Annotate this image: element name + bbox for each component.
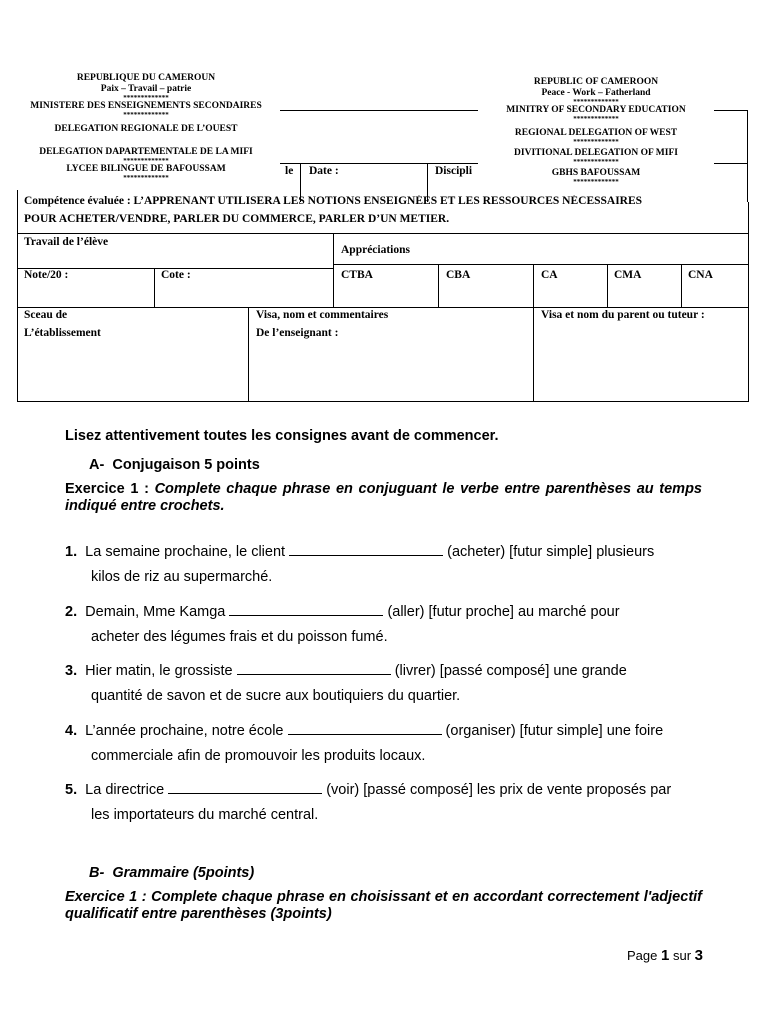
header-fr [14,73,278,181]
header-en-line5: DIVITIONAL DELEGATION OF MIFI [514,148,678,158]
visa-label-1: Visa, nom et commentaires [256,309,389,321]
answer-blank[interactable] [229,601,383,616]
header-en-line1: REPUBLIC OF CAMEROON [533,77,659,87]
col-divider [154,268,155,307]
question-text-after: (livrer) [passé composé] une grande [394,663,627,679]
travail-label: Travail de l’élève [24,236,109,248]
table-right-border-top [747,110,748,202]
cote-label: Cote : [161,269,191,281]
header-en-stars: ************* [573,98,619,106]
question-text-before: La semaine prochaine, le client [85,544,286,560]
header-fr-stars: ************* [123,94,169,102]
row-divider [333,264,749,265]
question-text-after: (organiser) [futur simple] une foire [445,723,664,739]
question-text-line2: les importateurs du marché central. [91,807,319,823]
exercise-1-heading [65,481,702,515]
page-total: 3 [694,947,703,964]
header-fr-stars: ************* [123,157,169,165]
header-en-stars: ************* [573,138,619,146]
header-fr-line3: MINISTERE DES ENSEIGNEMENTS SECONDAIRES [30,101,262,111]
question-number: 4. [65,723,78,739]
row-divider [17,233,749,234]
page-sur: sur [672,948,692,963]
header-en-line6: GBHS BAFOUSSAM [551,168,641,178]
col-divider [333,233,334,307]
info-le: le [285,165,294,177]
question-text-after: (aller) [futur proche] au marché pour [387,604,620,620]
question-text-before: L’année prochaine, notre école [85,723,284,739]
question-number: 5. [65,782,78,798]
cma-label: CMA [614,269,642,281]
question-text-line2: kilos de riz au supermarché. [91,569,273,585]
header-en-line2: Peace - Work – Fatherland [541,88,651,98]
cba-label: CBA [446,269,471,281]
question-text-after: (acheter) [futur simple] plusieurs [447,544,655,560]
header-fr-line2: Paix – Travail – patrie [100,84,192,94]
section-b-heading [89,865,254,881]
col-divider [681,264,682,307]
answer-blank[interactable] [237,660,391,675]
answer-blank[interactable] [288,720,442,735]
question-text-before: La directrice [85,782,165,798]
question-number: 3. [65,663,78,679]
answer-blank[interactable] [289,541,443,556]
col-divider [438,264,439,307]
question-text-line2: acheter des légumes frais et du poisson fumé. [91,629,388,645]
header-fr-line4: DELEGATION REGIONALE DE L’OUEST [54,124,238,134]
row-divider [17,307,749,308]
instructions: Lisez attentivement toutes les consignes avant de commencer. [65,428,499,444]
competence-line1: Compétence évaluée : L’APPRENANT UTILISERA LES NOTIONS ENSEIGNÉES ET LES RESSOURCES NÉCESSAIRES [24,195,643,207]
competence-line2: POUR ACHETER/VENDRE, PARLER DU COMMERCE, PARLER D’UN METIER. [24,213,450,225]
question-number: 2. [65,604,78,620]
question-4 [65,719,702,769]
cna-label: CNA [688,269,713,281]
page-number [627,947,703,964]
question-text-line2: commerciale afin de promouvoir les produits locaux. [91,748,426,764]
section-b-letter: B- [89,865,105,881]
section-a-heading [89,457,260,473]
table-left-border [17,190,18,204]
header-en-line3: MINITRY OF SECONDARY EDUCATION [506,105,686,115]
sceau-label-2: L’établissement [24,327,101,339]
col-divider [533,264,534,402]
exercise-2-heading: Exercice 1 : Complete chaque phrase en choisissant et en accordant correctement l'adjectif qualificatif entre parenthèses (3points) [65,889,702,922]
question-3 [65,659,702,709]
col-divider [607,264,608,307]
header-en-line4: REGIONAL DELEGATION OF WEST [514,128,678,138]
sceau-label-1: Sceau de [24,309,68,321]
header-fr-line1: REPUBLIQUE DU CAMEROUN [76,73,216,83]
question-text-after: (voir) [passé composé] les prix de vente proposés par [326,782,672,798]
question-text-line2: quantité de savon et de sucre aux boutiquiers du quartier. [91,688,461,704]
page-current: 1 [661,947,670,964]
evaluation-table [17,202,749,402]
exercise-1-label: Exercice 1 : [65,481,149,497]
appreciations-label: Appréciations [341,244,410,256]
header-en-stars: ************* [573,178,619,186]
col-divider [248,307,249,402]
header-fr-stars: ************* [123,111,169,119]
header-en-stars: ************* [573,158,619,166]
visa-label-2: De l’enseignant : [256,327,339,339]
header-en [478,77,714,185]
section-a-title: Conjugaison 5 points [112,457,260,473]
question-5 [65,778,702,828]
ctba-label: CTBA [341,269,373,281]
header-fr-line6: LYCEE BILINGUE DE BAFOUSSAM [66,164,226,174]
question-2 [65,600,702,650]
info-discipline: Discipli [435,165,473,177]
ca-label: CA [541,269,558,281]
section-b-title: Grammaire (5points) [112,865,255,881]
note-label: Note/20 : [24,269,69,281]
exercise-1-text: Complete chaque phrase en conjuguant le verbe entre parenthèses au temps indiqué entre crochets. [65,481,702,514]
question-1 [65,540,702,590]
page-label: Page [627,948,658,963]
header-fr-line5: DELEGATION DAPARTEMENTALE DE LA MIFI [39,147,253,157]
question-number: 1. [65,544,78,560]
header-fr-stars: ************* [123,174,169,182]
question-text-before: Demain, Mme Kamga [85,604,226,620]
parent-visa-label: Visa et nom du parent ou tuteur : [541,309,705,321]
header-en-stars: ************* [573,115,619,123]
info-date: Date : [309,165,339,177]
section-a-letter: A- [89,457,105,473]
question-text-before: Hier matin, le grossiste [85,663,233,679]
answer-blank[interactable] [168,779,322,794]
